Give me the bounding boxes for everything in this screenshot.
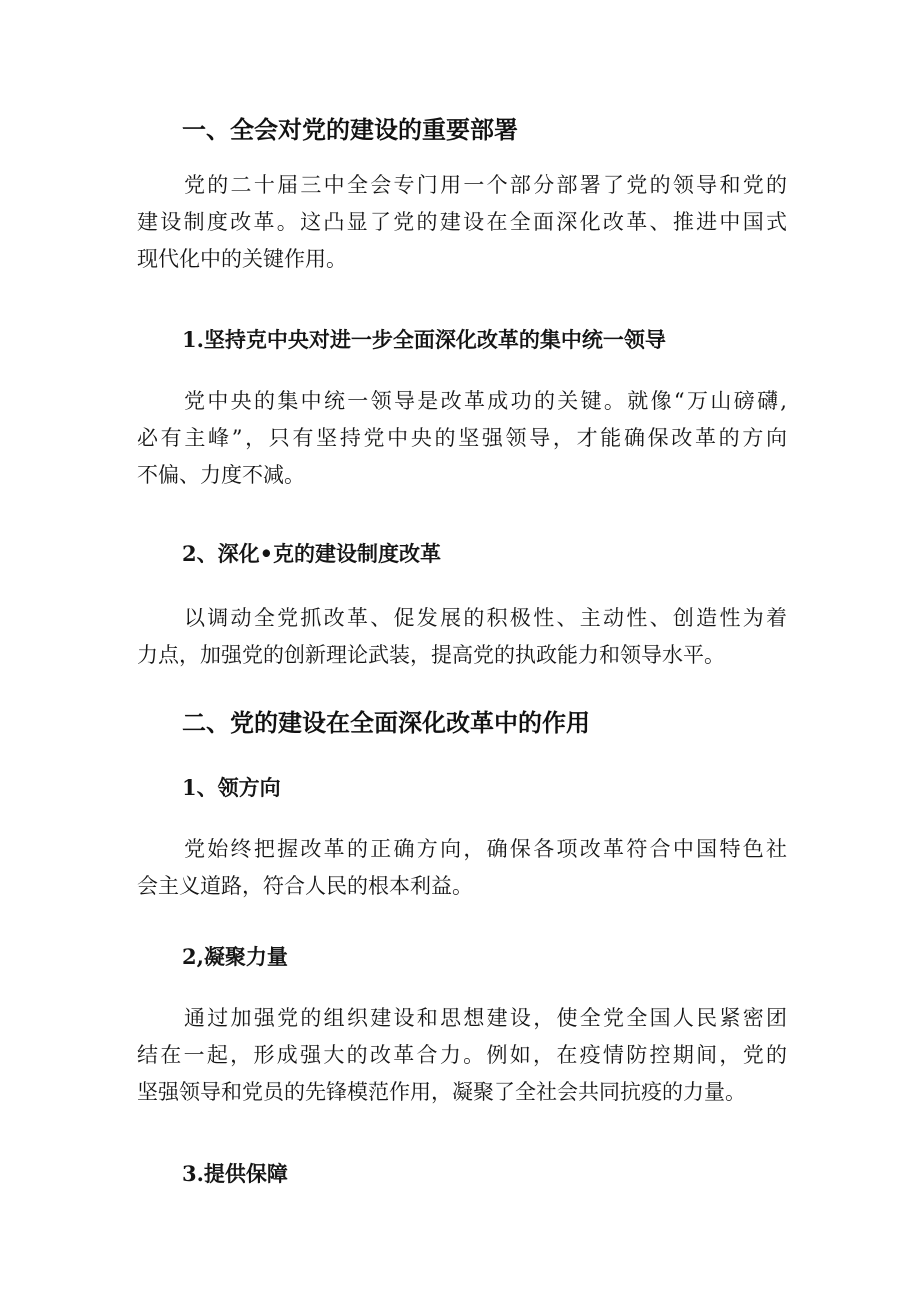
paragraph-1 (137, 167, 787, 278)
subsection-heading-1: 1.坚持克中央对进一步全面深化改革的集中统一领导 (182, 327, 666, 352)
paragraph-line: 结在一起，形成强大的改革合力。例如，在疫情防控期间，党的 (137, 1043, 787, 1067)
paragraph-line: 党始终把握改革的正确方向，确保各项改革符合中国特色社 (184, 837, 787, 861)
subsection-heading-5: 3.提供保障 (182, 1161, 288, 1186)
paragraph-line: 以调动全党抓改革、促发展的积极性、主动性、创造性为着 (184, 606, 787, 630)
subsection-heading-3: 1、领方向 (182, 775, 281, 800)
paragraph-line: 建设制度改革。这凸显了党的建设在全面深化改革、推进中国式 (137, 210, 787, 234)
subsection-heading-2: 2、深化•克的建设制度改革 (182, 541, 442, 566)
paragraph-line: 通过加强党的组织建设和思想建设，使全党全国人民紧密团 (184, 1006, 787, 1030)
paragraph-line: 力点，加强党的创新理论武装，提高党的执政能力和领导水平。 (137, 643, 725, 667)
paragraph-4 (137, 831, 787, 905)
paragraph-line: 会主义道路，符合人民的根本利益。 (137, 874, 473, 898)
paragraph-5 (137, 1000, 787, 1111)
paragraph-3 (137, 600, 787, 674)
subsection-heading-4: 2,凝聚力量 (182, 944, 288, 969)
paragraph-line: 现代化中的关键作用。 (137, 247, 347, 271)
paragraph-line: 不偏、力度不减。 (137, 463, 305, 487)
section-heading-1: 一、全会对党的建设的重要部署 (182, 117, 518, 144)
paragraph-line: 党中央的集中统一领导是改革成功的关键。就像“万山磅礴, (184, 389, 787, 413)
section-heading-2: 二、党的建设在全面深化改革中的作用 (182, 710, 590, 737)
paragraph-2 (137, 383, 787, 494)
paragraph-line: 党的二十届三中全会专门用一个部分部署了党的领导和党的 (184, 173, 787, 197)
paragraph-line: 必有主峰”，只有坚持党中央的坚强领导，才能确保改革的方向 (137, 426, 787, 450)
paragraph-line: 坚强领导和党员的先锋模范作用，凝聚了全社会共同抗疫的力量。 (137, 1080, 746, 1104)
